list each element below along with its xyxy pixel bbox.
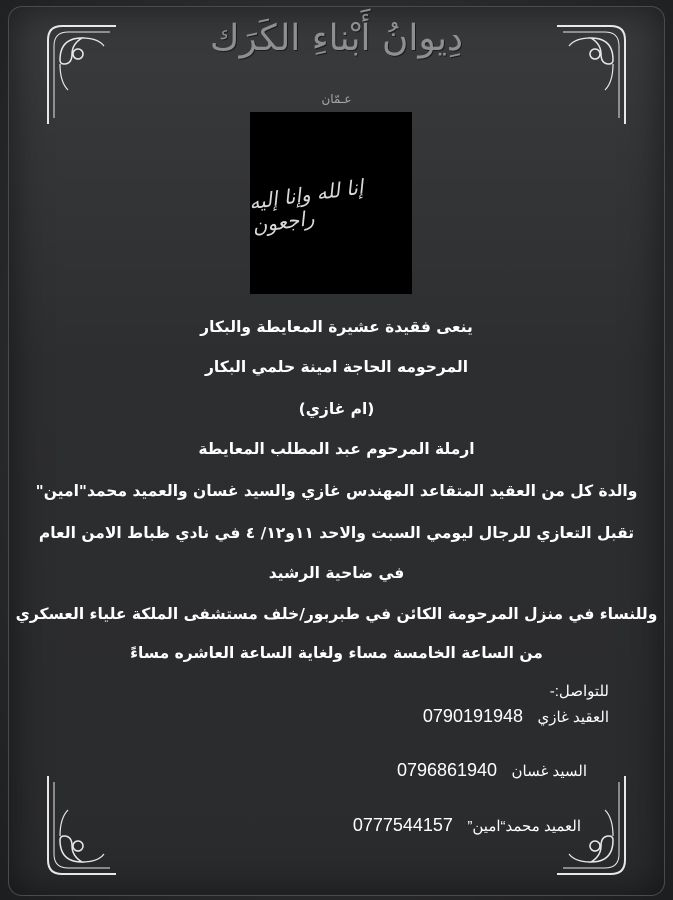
notice-line-1: ينعى فقيدة عشيرة المعايطة والبكار (200, 318, 473, 336)
notice-line-3: (ام غازي) (298, 400, 375, 418)
notice-line-5: والدة كل من العقيد المتقاعد المهندس غازي والسيد غسان والعميد محمد"امين" (35, 482, 638, 500)
contact-phone: 0796861940 (396, 760, 498, 780)
notice-line-9: من الساعة الخامسة مساء ولغاية الساعة العاشره مساءً (130, 644, 543, 662)
contact-phone: 0790191948 (422, 706, 524, 726)
contact-name: العقيد غازي (537, 709, 609, 726)
notice-line-8: وللنساء في منزل المرحومة الكائن في طبربور/خلف مستشفى الملكة علياء العسكري (15, 605, 658, 623)
notice-line-6: تقبل التعازي للرجال ليومي السبت والاحد ١١و١٢/ ٤ في نادي ظباط الامن العام (38, 524, 635, 542)
contact-row (423, 706, 609, 727)
corner-ornament-bottom-left (42, 772, 120, 880)
contact-name: العميد محمد“امين” (467, 818, 581, 835)
city-label: عـمّان (321, 92, 352, 106)
contact-name: السيد غسان (511, 763, 587, 780)
calligraphy-text: إنا لله وإنا إليه راجعون (247, 174, 365, 239)
contact-row (353, 815, 581, 836)
notice-line-4: ارملة المرحوم عبد المطلب المعايطة (198, 440, 475, 458)
contact-phone: 0777544157 (352, 815, 453, 835)
mourning-calligraphy-image (247, 112, 412, 294)
masthead-title: دِيوانُ أَبْناءِ الكَرَك (209, 18, 464, 59)
notice-line-7: في ضاحية الرشيد (268, 564, 405, 582)
contacts-heading: للتواصل:- (549, 683, 609, 700)
contact-row (397, 760, 587, 781)
notice-line-2: المرحومه الحاجة امينة حلمي البكار (204, 358, 469, 376)
